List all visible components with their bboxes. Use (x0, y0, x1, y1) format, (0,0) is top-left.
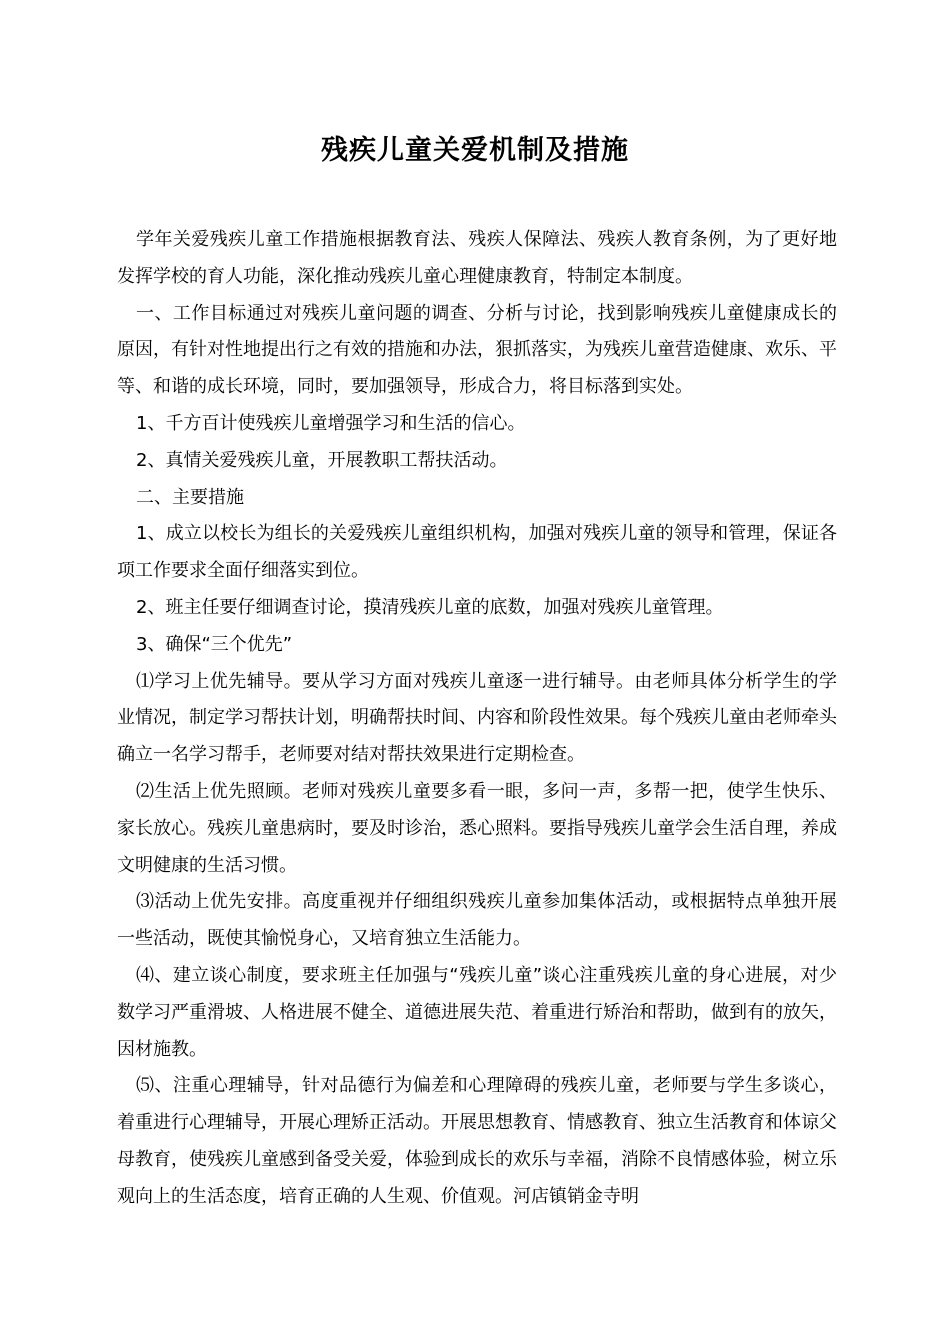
paragraph-priority-life: ⑵生活上优先照顾。老师对残疾儿童要多看一眼，多问一声，多帮一把，使学生快乐、家长放心。残疾儿童患病时，要及时诊治，悉心照料。要指导残疾儿童学会生活自理，养成文明健康的生活习惯。 (117, 780, 837, 876)
paragraph-measure-2: 2、班主任要仔细调查讨论，摸清残疾儿童的底数，加强对残疾儿童管理。 (136, 596, 724, 618)
paragraph-goal-item-2: 2、真情关爱残疾儿童，开展教职工帮扶活动。 (136, 449, 508, 471)
paragraph-section-2-heading: 二、主要措施 (136, 486, 244, 508)
document-body (117, 222, 837, 1216)
paragraph-measure-1: 1、成立以校长为组长的关爱残疾儿童组织机构，加强对残疾儿童的领导和管理，保证各项工作要求全面仔细落实到位。 (117, 523, 837, 582)
paragraph-measure-3: 3、确保“三个优先” (136, 633, 293, 655)
paragraph-talk-system: ⑷、建立谈心制度，要求班主任加强与“残疾儿童”谈心注重残疾儿童的身心进展，对少数学习严重滑坡、人格进展不健全、道德进展失范、着重进行矫治和帮助，做到有的放矢，因材施教。 (117, 964, 837, 1060)
paragraph-intro: 学年关爱残疾儿童工作措施根据教育法、残疾人保障法、残疾人教育条例，为了更好地发挥学校的育人功能，深化推动残疾儿童心理健康教育，特制定本制度。 (117, 229, 837, 287)
paragraph-section-1-goal: 一、工作目标通过对残疾儿童问题的调查、分析与讨论，找到影响残疾儿童健康成长的原因，有针对性地提出行之有效的措施和办法，狠抓落实，为残疾儿童营造健康、欢乐、平等、和谐的成长环境，同时，要加强领导，形成合力，将目标落到实处。 (117, 302, 837, 398)
paragraph-priority-activity: ⑶活动上优先安排。高度重视并仔细组织残疾儿童参加集体活动，或根据特点单独开展一些活动，既使其愉悦身心，又培育独立生活能力。 (117, 891, 837, 950)
paragraph-psych-counseling: ⑸、注重心理辅导，针对品德行为偏差和心理障碍的残疾儿童，老师要与学生多谈心，着重进行心理辅导，开展心理矫正活动。开展思想教育、情感教育、独立生活教育和体谅父母教育，使残疾儿童感到备受关爱，体验到成长的欢乐与幸福，消除不良情感体验，树立乐观向上的生活态度，培育正确的人生观、价值观。河店镇销金寺明 (117, 1075, 837, 1207)
paragraph-goal-item-1: 1、千方百计使残疾儿童增强学习和生活的信心。 (136, 412, 526, 434)
paragraph-priority-study: ⑴学习上优先辅导。要从学习方面对残疾儿童逐一进行辅导。由老师具体分析学生的学业情况，制定学习帮扶计划，明确帮扶时间、内容和阶段性效果。每个残疾儿童由老师牵头确立一名学习帮手，老师要对结对帮扶效果进行定期检查。 (117, 670, 837, 766)
document-title: 残疾儿童关爱机制及措施 (321, 135, 629, 166)
